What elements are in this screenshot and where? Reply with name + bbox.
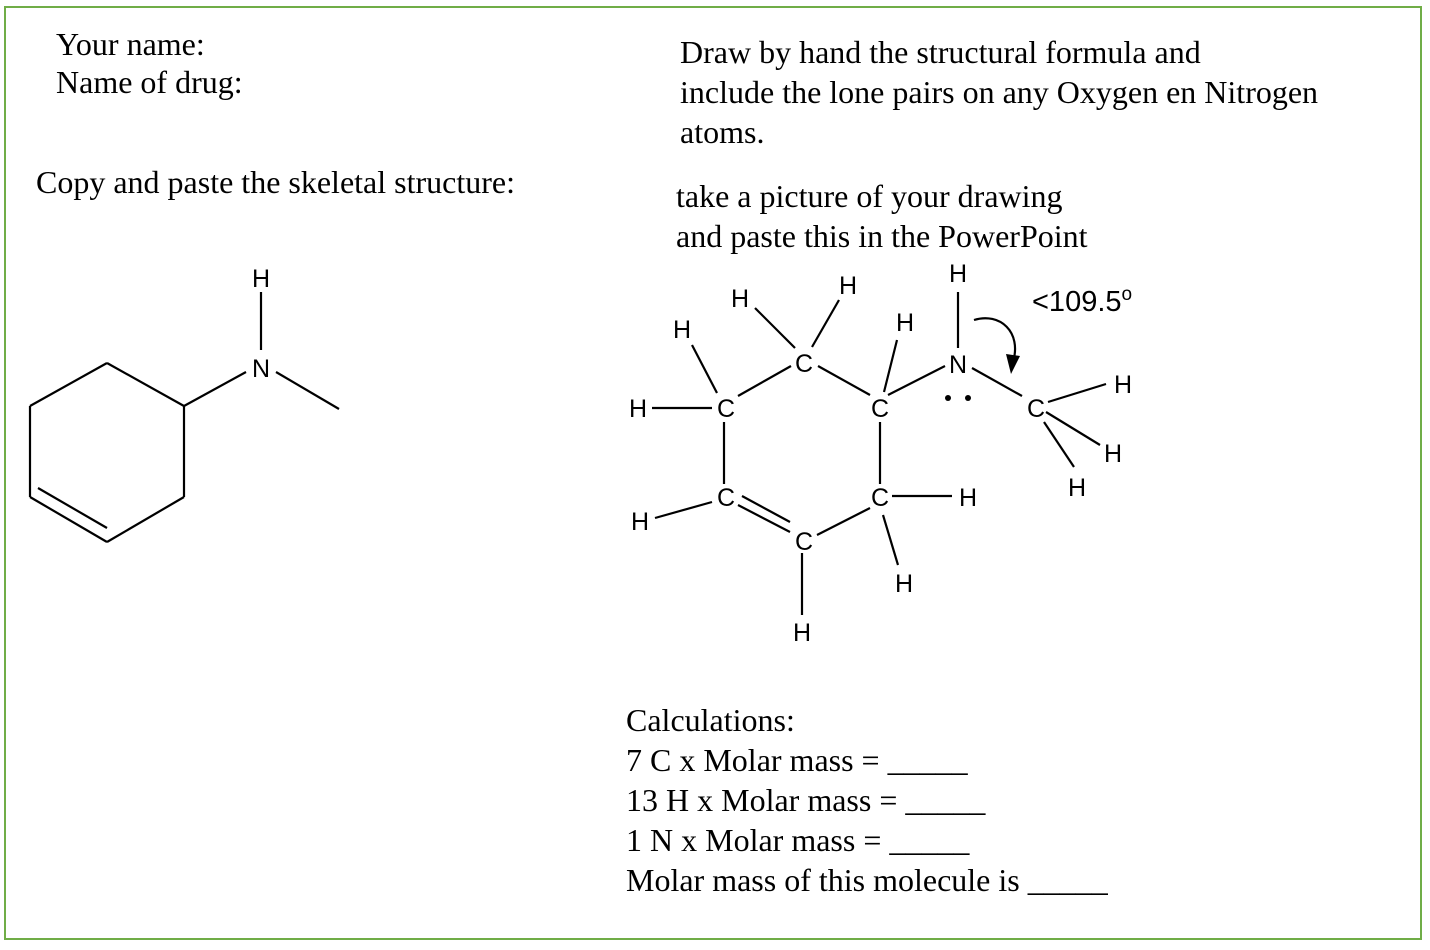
c-h-bond — [755, 308, 795, 348]
hydrogen-atom: H — [730, 285, 750, 313]
c-h-bond — [884, 340, 897, 392]
skeletal-h-atom: H — [251, 265, 271, 293]
hydrogen-atom: H — [792, 619, 812, 647]
carbon-atom: C — [716, 484, 736, 512]
c-h-bond — [1044, 422, 1074, 467]
c-h-bond — [1046, 412, 1100, 445]
bond-angle-label: $<109.5^o$ — [1032, 284, 1133, 318]
structural-formula — [652, 292, 1106, 615]
ring-bond — [107, 497, 184, 542]
nitrogen-atom: N — [948, 351, 968, 379]
hydrogen-atom: H — [630, 508, 650, 536]
hydrogen-atom: H — [894, 570, 914, 598]
carbon-atom: C — [794, 350, 814, 378]
hydrogen-atom: H — [672, 316, 692, 344]
carbon-atom: C — [794, 528, 814, 556]
hydrogen-atom: H — [628, 395, 648, 423]
hydrogen-atom: H — [838, 272, 858, 300]
hydrogen-atom: H — [1103, 440, 1123, 468]
n-c-bond — [972, 368, 1022, 396]
ring-bond — [30, 363, 107, 406]
draw-instruction-line3: atoms. — [680, 114, 765, 150]
c-n-bond — [888, 366, 945, 395]
carbon-atom: C — [716, 395, 736, 423]
hydrogen-atom: H — [1113, 371, 1133, 399]
c-h-bond — [883, 515, 898, 565]
draw-instruction-line2: include the lone pairs on any Oxygen en Nitrogen — [680, 74, 1319, 110]
ring-bond — [818, 366, 870, 395]
c-h-bond — [692, 345, 717, 393]
hydrogen-atom: H — [948, 260, 968, 288]
skeletal-structure — [30, 292, 339, 542]
picture-instruction-line1: take a picture of your drawing — [676, 178, 1063, 214]
calc-carbon-line: 7 C x Molar mass = _____ — [626, 742, 968, 778]
skeletal-n-atom: N — [251, 355, 271, 383]
carbon-atom: C — [870, 395, 890, 423]
ring-bond — [738, 366, 791, 396]
calc-nitrogen-line: 1 N x Molar mass = _____ — [626, 822, 970, 858]
lone-pair-dot — [945, 395, 951, 401]
ring-bond — [30, 497, 107, 542]
lone-pair-dot — [965, 395, 971, 401]
c-h-bond — [1048, 384, 1106, 402]
hydrogen-atom: H — [895, 309, 915, 337]
copy-paste-label: Copy and paste the skeletal structure: — [36, 164, 515, 200]
c-h-bond — [812, 300, 839, 347]
your-name-label: Your name: — [56, 26, 205, 62]
picture-instruction-line2: and paste this in the PowerPoint — [676, 218, 1088, 254]
calc-total-line: Molar mass of this molecule is _____ — [626, 862, 1108, 898]
hydrogen-atom: H — [958, 484, 978, 512]
calc-hydrogen-line: 13 H x Molar mass = _____ — [626, 782, 986, 818]
calculations-title: Calculations: — [626, 702, 795, 738]
hydrogen-atom: H — [1067, 474, 1087, 502]
ring-bond — [817, 508, 870, 535]
n-methyl-bond — [276, 372, 339, 409]
double-bond-second — [742, 496, 790, 522]
drug-name-label: Name of drug: — [56, 64, 243, 100]
carbon-atom: C — [870, 484, 890, 512]
angle-arrow-head — [1006, 354, 1020, 374]
c-n-bond — [184, 372, 246, 406]
draw-instruction-line1: Draw by hand the structural formula and — [680, 34, 1201, 70]
carbon-atom: C — [1026, 395, 1046, 423]
c-h-bond — [655, 502, 712, 518]
ring-bond — [107, 363, 184, 406]
